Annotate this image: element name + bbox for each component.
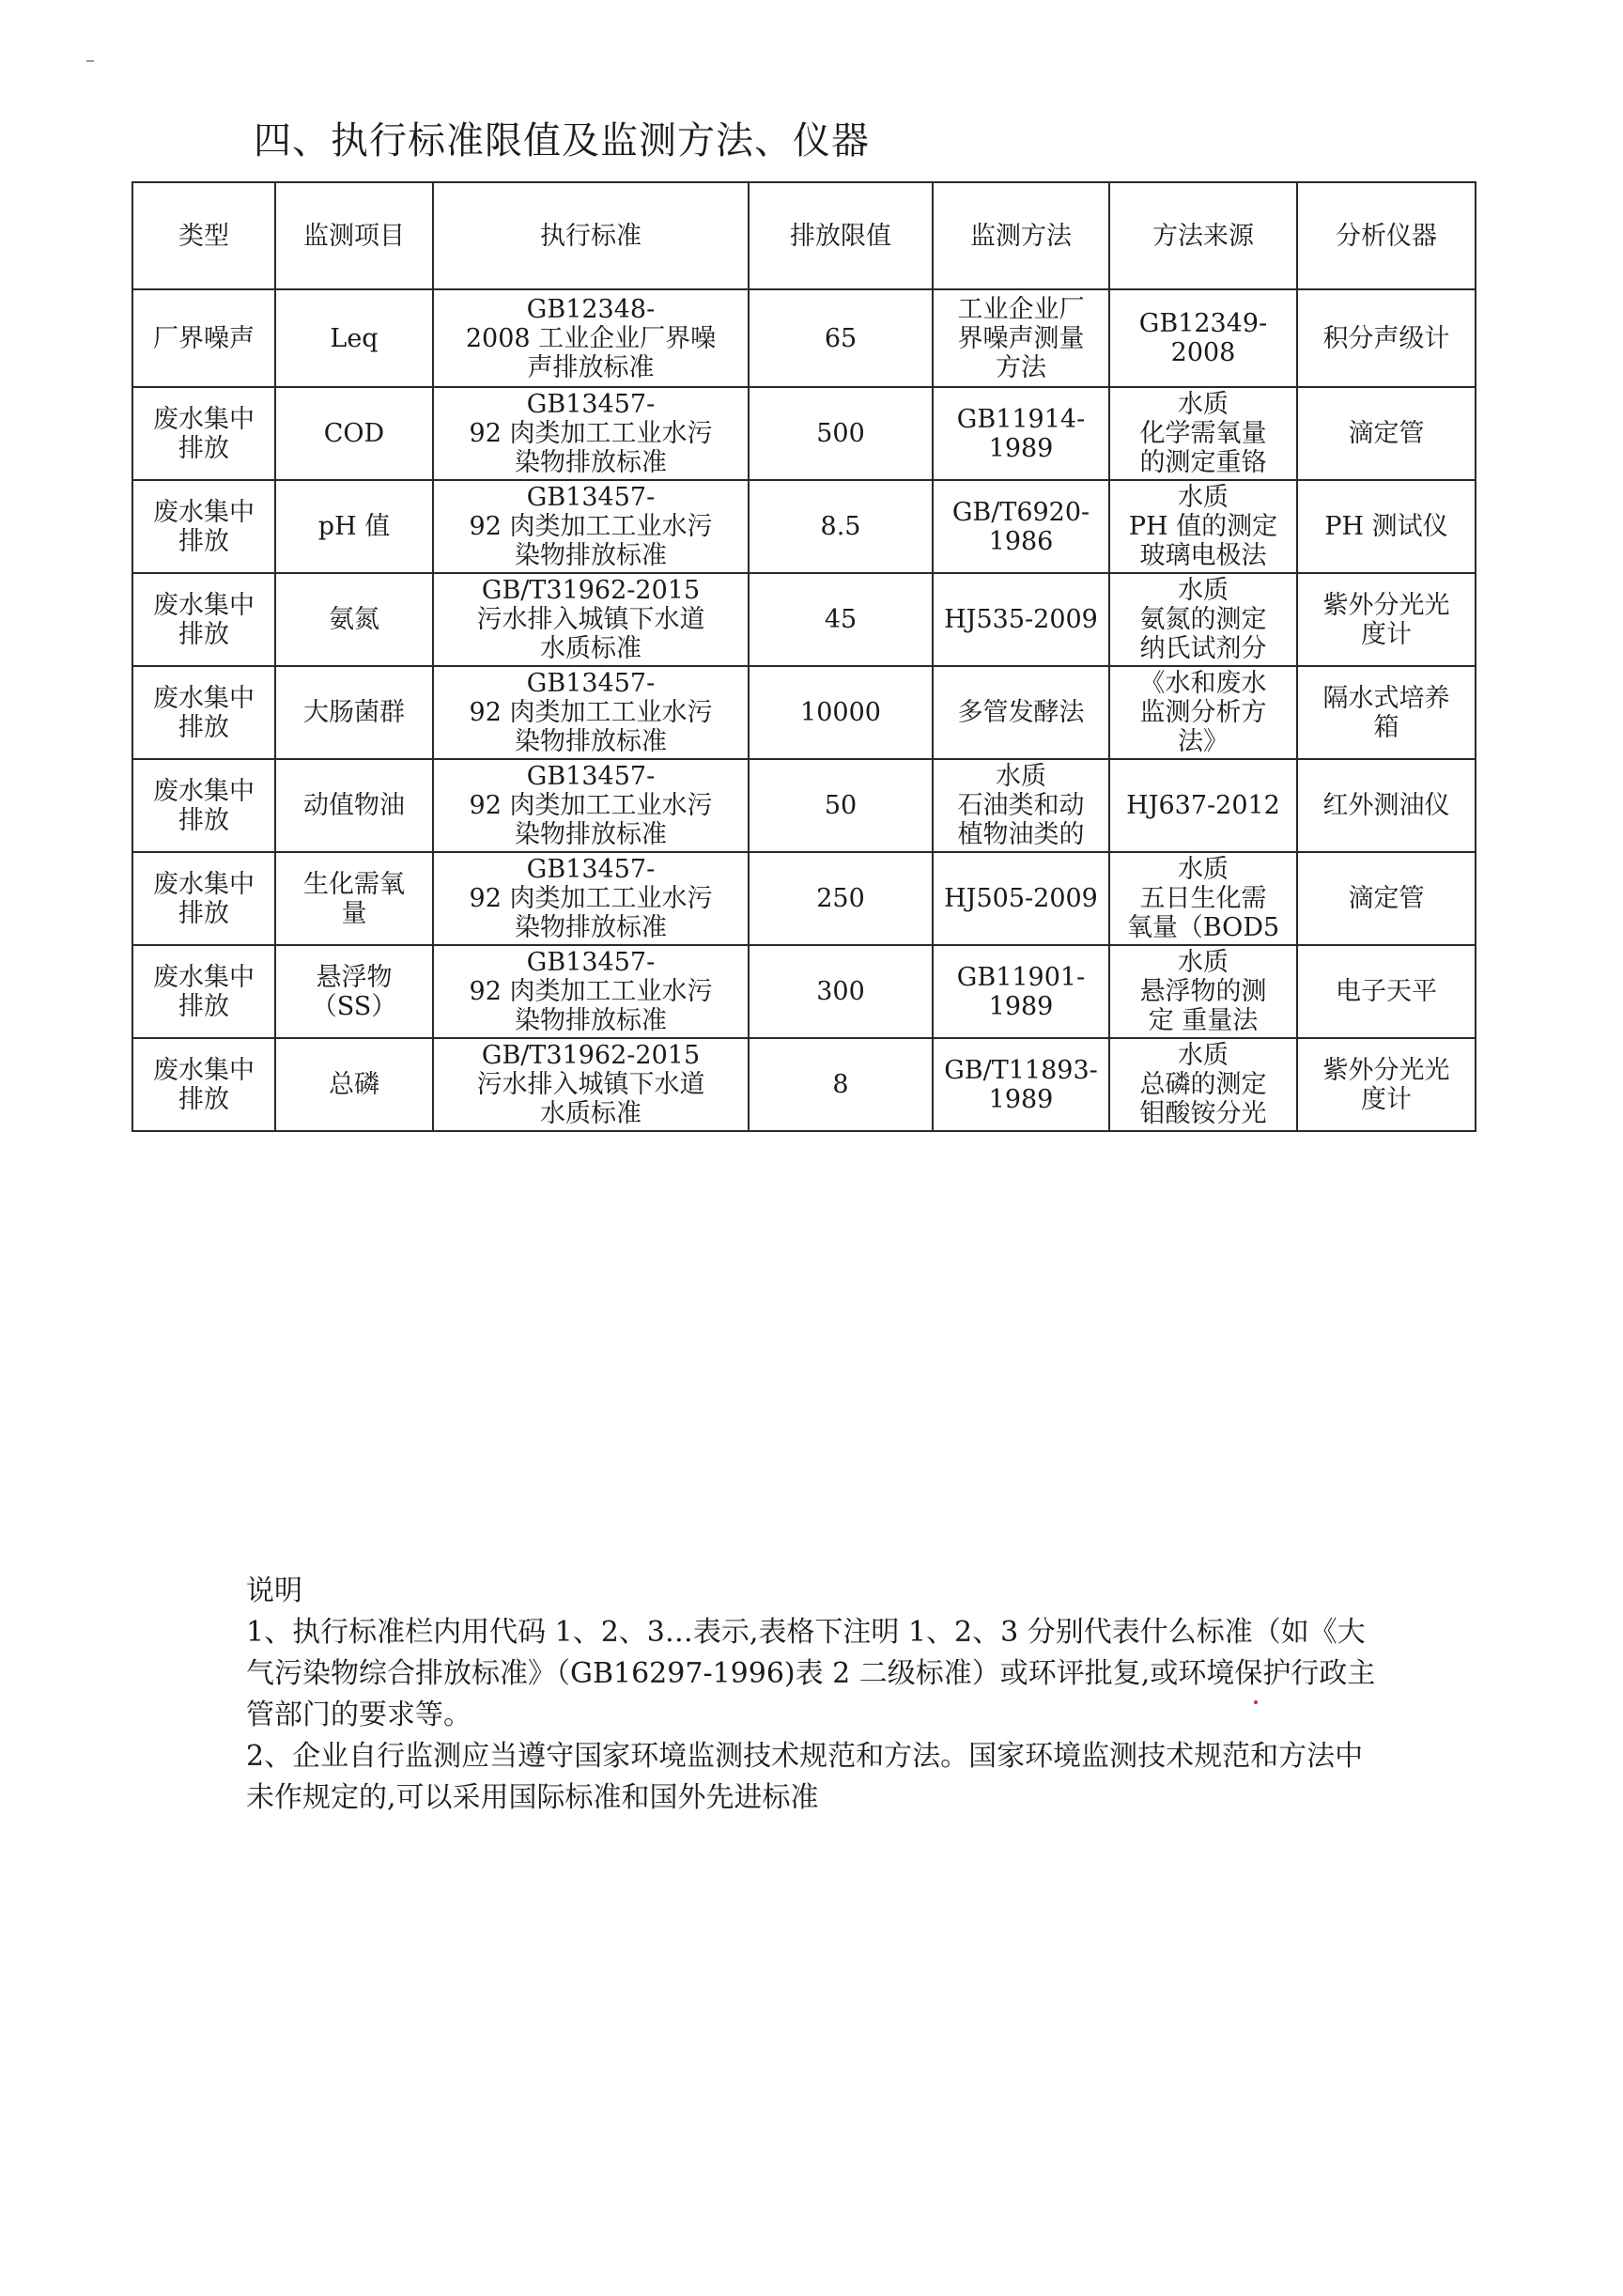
cell-text: 电子天平: [1336, 977, 1437, 1006]
table-cell: [1297, 852, 1476, 945]
table-cell: [1109, 1038, 1297, 1131]
table-cell: [433, 1038, 749, 1131]
header-cell: 方法来源: [1109, 182, 1297, 289]
cell-text: 废水集中 排放: [153, 683, 255, 742]
cell-text: 废水集中 排放: [153, 962, 255, 1021]
cell-text: 45: [824, 605, 858, 634]
cell-text: GB/T31962-2015 污水排入城镇下水道 水质标准: [476, 576, 705, 663]
table-cell: [132, 573, 275, 666]
table-cell: [433, 480, 749, 573]
cell-text: 滴定管: [1348, 884, 1425, 913]
table-cell: [749, 573, 933, 666]
cell-text: GB12349- 2008: [1138, 309, 1268, 367]
cell-text: 多管发酵法: [957, 698, 1085, 727]
cell-text: HJ505-2009: [944, 884, 1098, 913]
cell-text: GB11901- 1989: [956, 962, 1086, 1021]
table-cell: [275, 480, 433, 573]
table-cell: [132, 759, 275, 852]
table-cell: [275, 945, 433, 1038]
table-cell: [1297, 573, 1476, 666]
table-cell: [749, 759, 933, 852]
cell-text: 大肠菌群: [303, 698, 405, 727]
table-cell: [1297, 480, 1476, 573]
section-heading: 四、执行标准限值及监测方法、仪器: [254, 119, 870, 163]
table-cell: [1109, 480, 1297, 573]
table-cell: [933, 759, 1109, 852]
table-cell: [433, 387, 749, 480]
table-cell: [132, 387, 275, 480]
table-row: [132, 289, 1476, 387]
cell-text: 水质 总磷的测定 钼酸铵分光: [1139, 1041, 1267, 1128]
cell-text: 8.5: [820, 512, 861, 541]
cell-text: 水质 PH 值的测定 玻璃电极法: [1128, 483, 1278, 570]
cell-text: 生化需氧 量: [303, 869, 405, 928]
cell-text: GB/T6920- 1986: [951, 497, 1090, 556]
cell-text: GB11914- 1989: [956, 404, 1086, 463]
table-cell: [933, 573, 1109, 666]
cell-text: 300: [816, 977, 865, 1006]
cell-text: 厂界噪声: [153, 323, 255, 353]
table-row: [132, 1038, 1476, 1131]
standards-table: [131, 181, 1476, 1132]
table-cell: [1297, 1038, 1476, 1131]
cell-text: 总磷: [329, 1070, 379, 1099]
table-cell: [1109, 759, 1297, 852]
cell-text: COD: [323, 419, 385, 448]
cell-text: 水质 石油类和动 植物油类的: [957, 762, 1085, 849]
table-cell: [1297, 945, 1476, 1038]
cell-text: GB13457- 92 肉类加工工业水污 染物排放标准: [469, 762, 713, 849]
cell-text: HJ637-2012: [1126, 791, 1280, 820]
cell-text: GB13457- 92 肉类加工工业水污 染物排放标准: [469, 483, 713, 570]
cell-text: pH 值: [317, 512, 391, 541]
table-cell: [132, 1038, 275, 1131]
table-cell: [1297, 759, 1476, 852]
table-cell: [1297, 666, 1476, 759]
cell-text: 悬浮物 （SS）: [311, 962, 397, 1021]
cell-text: 工业企业厂 界噪声测量 方法: [957, 294, 1085, 382]
cell-text: 氨氮: [329, 605, 379, 634]
table-cell: [132, 289, 275, 387]
table-cell: [275, 387, 433, 480]
cell-text: 积分声级计: [1322, 323, 1450, 353]
cell-text: GB13457- 92 肉类加工工业水污 染物排放标准: [469, 669, 713, 756]
cell-text: 废水集中 排放: [153, 404, 255, 463]
table-row: [132, 573, 1476, 666]
header-cell: 执行标准: [433, 182, 749, 289]
table-cell: [933, 387, 1109, 480]
scan-speck: [1254, 1700, 1258, 1704]
cell-text: 红外测油仪: [1322, 791, 1450, 820]
table-cell: [749, 852, 933, 945]
table-cell: [1109, 666, 1297, 759]
table-cell: [275, 759, 433, 852]
note-line: 2、企业自行监测应当遵守国家环境监测技术规范和方法。国家环境监测技术规范和方法中未作规定的,可以采用国际标准和国外先进标准: [246, 1740, 1364, 1814]
header-cell: 分析仪器: [1297, 182, 1476, 289]
table-row: [132, 759, 1476, 852]
table-cell: [275, 289, 433, 387]
table-cell: [433, 573, 749, 666]
cell-text: 10000: [800, 698, 881, 727]
table-cell: [275, 666, 433, 759]
cell-text: 250: [816, 884, 865, 913]
table-cell: [933, 945, 1109, 1038]
cell-text: 水质 悬浮物的测 定 重量法: [1139, 948, 1267, 1035]
table-cell: [275, 1038, 433, 1131]
table-cell: [933, 666, 1109, 759]
table-cell: [933, 1038, 1109, 1131]
cell-text: 65: [824, 323, 858, 353]
header-cell: 监测项目: [275, 182, 433, 289]
table-cell: [933, 852, 1109, 945]
cell-text: GB13457- 92 肉类加工工业水污 染物排放标准: [469, 855, 713, 942]
table-row: [132, 852, 1476, 945]
cell-text: GB/T31962-2015 污水排入城镇下水道 水质标准: [476, 1041, 705, 1128]
table-cell: [275, 573, 433, 666]
cell-text: GB13457- 92 肉类加工工业水污 染物排放标准: [469, 390, 713, 477]
table-cell: [749, 480, 933, 573]
notes-title: 说明: [246, 1575, 302, 1607]
cell-text: 废水集中 排放: [153, 869, 255, 928]
cell-text: 50: [824, 791, 858, 820]
table-cell: [433, 666, 749, 759]
cell-text: 动值物油: [303, 791, 405, 820]
table-cell: [1109, 573, 1297, 666]
table-cell: [433, 852, 749, 945]
scan-speck: [86, 60, 94, 62]
table-cell: [1109, 852, 1297, 945]
cell-text: PH 测试仪: [1324, 512, 1448, 541]
table-cell: [1109, 945, 1297, 1038]
cell-text: 500: [816, 419, 865, 448]
cell-text: 水质 氨氮的测定 纳氏试剂分: [1139, 576, 1267, 663]
header-cell: 监测方法: [933, 182, 1109, 289]
cell-text: 废水集中 排放: [153, 497, 255, 556]
table-cell: [132, 945, 275, 1038]
table-cell: [749, 666, 933, 759]
table-row: [132, 480, 1476, 573]
cell-text: 紫外分光光 度计: [1322, 1055, 1450, 1114]
table-row: [132, 387, 1476, 480]
cell-text: 废水集中 排放: [153, 776, 255, 835]
table-row: [132, 666, 1476, 759]
table-cell: [749, 945, 933, 1038]
table-cell: [749, 289, 933, 387]
table-cell: [1109, 289, 1297, 387]
cell-text: GB12348- 2008 工业企业厂界噪 声排放标准: [465, 294, 717, 382]
table-cell: [433, 945, 749, 1038]
table-cell: [1297, 289, 1476, 387]
header-cell: 排放限值: [749, 182, 933, 289]
cell-text: 紫外分光光 度计: [1322, 590, 1450, 649]
table-cell: [933, 289, 1109, 387]
table-cell: [749, 1038, 933, 1131]
note-line: 1、执行标准栏内用代码 1、2、3…表示,表格下注明 1、2、3 分别代表什么标准（如《大气污染物综合排放标准》（GB16297-1996)表 2 二级标准）或环评批复,或环境保护行政主管部门的要求等。: [246, 1616, 1376, 1731]
table-cell: [433, 759, 749, 852]
table-cell: [132, 666, 275, 759]
table-cell: [1109, 387, 1297, 480]
table-cell: [933, 480, 1109, 573]
cell-text: 8: [832, 1070, 849, 1099]
notes-section: [246, 1571, 1383, 1819]
table-cell: [433, 289, 749, 387]
cell-text: 《水和废水 监测分析方 法》: [1139, 669, 1267, 756]
cell-text: GB/T11893- 1989: [944, 1055, 1098, 1114]
cell-text: HJ535-2009: [944, 605, 1098, 634]
cell-text: 水质 五日生化需 氧量（BOD5: [1126, 855, 1280, 942]
table-cell: [749, 387, 933, 480]
table-cell: [1297, 387, 1476, 480]
cell-text: 废水集中 排放: [153, 1055, 255, 1114]
cell-text: GB13457- 92 肉类加工工业水污 染物排放标准: [469, 948, 713, 1035]
header-cell: 类型: [132, 182, 275, 289]
cell-text: 废水集中 排放: [153, 590, 255, 649]
table-cell: [132, 852, 275, 945]
cell-text: 水质 化学需氧量 的测定重铬: [1139, 390, 1267, 477]
cell-text: 隔水式培养 箱: [1322, 683, 1450, 742]
cell-text: Leq: [330, 323, 379, 353]
header-row: [132, 182, 1476, 289]
table-cell: [275, 852, 433, 945]
table-cell: [132, 480, 275, 573]
table-row: [132, 945, 1476, 1038]
cell-text: 滴定管: [1348, 419, 1425, 448]
